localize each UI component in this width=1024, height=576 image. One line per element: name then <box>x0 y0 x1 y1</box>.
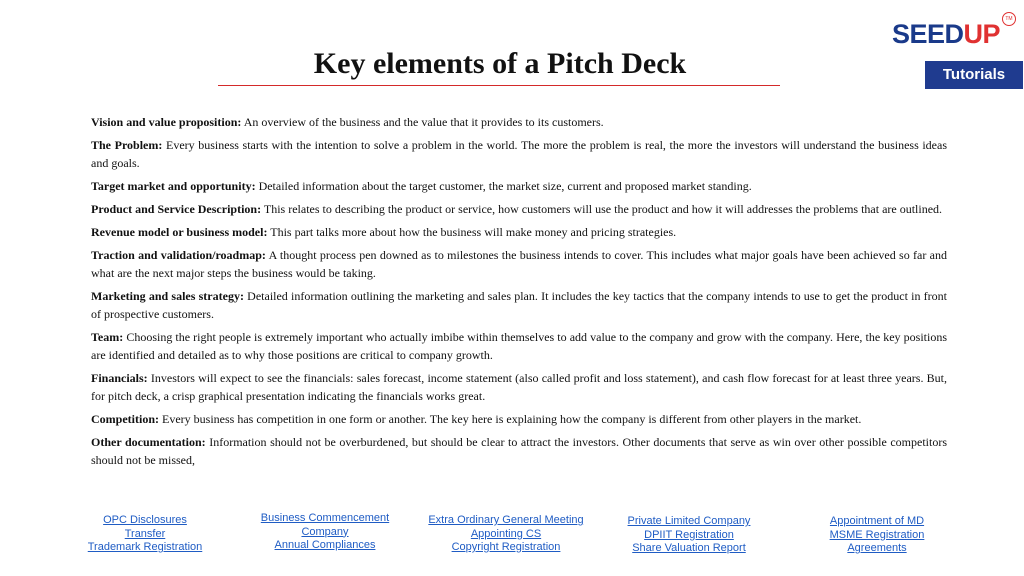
section-heading: The Problem: <box>91 138 163 152</box>
section-other-documentation <box>91 433 947 469</box>
footer-link[interactable]: Company <box>301 525 349 538</box>
section-product <box>91 200 947 218</box>
section-text: Choosing the right people is extremely important who actually imbibe within themselves to add value to the company and grow with the company. Here, the key positions are identified and detailed as to why those positions are critical to company growth. <box>91 330 947 362</box>
section-heading: Traction and validation/roadmap: <box>91 248 266 262</box>
footer-link[interactable]: Copyright Registration <box>451 541 561 553</box>
section-text: Investors will expect to see the financials: sales forecast, income statement (also called profit and loss statement), and cash flow forecast for at least three years. But, for pitch deck, a crisp graphical presentation indicating the financials works great. <box>91 371 947 403</box>
seedup-logo <box>892 14 1016 54</box>
footer-link[interactable]: Share Valuation Report <box>632 542 746 554</box>
section-problem <box>91 136 947 172</box>
footer-link[interactable]: Appointment of MD <box>829 515 925 527</box>
section-vision <box>91 113 947 131</box>
logo-seed-text: SEED <box>892 19 964 49</box>
footer-link[interactable]: Private Limited Company <box>627 515 751 527</box>
section-heading: Financials: <box>91 371 148 385</box>
trademark-icon: TM <box>1002 12 1016 26</box>
section-text: Every business has competition in one form or another. The key here is explaining how the company is different from other players in the market. <box>159 412 862 426</box>
footer-link[interactable]: Extra Ordinary General Meeting <box>428 514 584 526</box>
pitch-deck-elements-list <box>91 113 947 474</box>
footer-link[interactable]: DPIIT Registration <box>644 528 734 541</box>
footer-link[interactable]: Transfer <box>124 527 166 540</box>
section-target-market <box>91 177 947 195</box>
logo-up-text: UP <box>963 19 1001 49</box>
section-revenue-model <box>91 223 947 241</box>
section-text: This part talks more about how the business will make money and pricing strategies. <box>267 225 677 239</box>
footer-link[interactable]: OPC Disclosures <box>103 514 187 526</box>
footer-link[interactable]: Agreements <box>847 542 907 554</box>
section-text: Information should not be overburdened, but should be clear to attract the investors. Other documents that serve as win over other possible competitors should not be missed, <box>91 435 948 467</box>
section-text: This relates to describing the product or service, how customers will use the product and how it will addresses the problems that are outlined. <box>261 202 943 216</box>
section-heading: Target market and opportunity: <box>91 179 256 193</box>
section-heading: Revenue model or business model: <box>91 225 268 239</box>
section-traction <box>91 246 947 282</box>
section-text: A thought process pen downed as to milestones the business intends to cover. This includes what major goals have been achieved so far and what are the next major steps the business would be taking. <box>91 248 947 280</box>
section-heading: Other documentation: <box>91 435 206 449</box>
section-text: Detailed information about the target customer, the market size, current and proposed market standing. <box>255 179 752 193</box>
footer-link[interactable]: Appointing CS <box>470 527 542 540</box>
section-text: Detailed information outlining the marketing and sales plan. It includes the key tactics that the company intends to use to get the product in front of prospective customers. <box>91 289 947 321</box>
section-team <box>91 328 947 364</box>
page-title: Key elements of a Pitch Deck <box>313 47 687 80</box>
section-text: Every business starts with the intention to solve a problem in the world. The more the problem is real, the more the investors will understand the business ideas and goals. <box>91 138 948 170</box>
footer-link[interactable]: Annual Compliances <box>274 539 376 551</box>
section-competition <box>91 410 947 428</box>
footer-column-5 <box>808 515 946 556</box>
tutorials-button[interactable]: Tutorials <box>925 61 1023 89</box>
section-heading: Team: <box>91 330 124 344</box>
section-heading: Vision and value proposition: <box>91 115 242 129</box>
footer-column-1 <box>80 514 210 555</box>
footer-column-3 <box>420 514 592 555</box>
section-heading: Marketing and sales strategy: <box>91 289 244 303</box>
footer-link[interactable]: Business Commencement <box>260 512 390 524</box>
footer-links <box>0 512 1024 562</box>
footer-column-4 <box>614 515 764 556</box>
footer-column-2 <box>250 512 400 553</box>
title-underline <box>218 85 780 86</box>
section-heading: Competition: <box>91 412 159 426</box>
section-text: An overview of the business and the value that it provides to its customers. <box>241 115 604 129</box>
section-heading: Product and Service Description: <box>91 202 262 216</box>
footer-link[interactable]: MSME Registration <box>829 528 925 541</box>
section-financials <box>91 369 947 405</box>
section-marketing <box>91 287 947 323</box>
footer-link[interactable]: Trademark Registration <box>87 541 203 553</box>
